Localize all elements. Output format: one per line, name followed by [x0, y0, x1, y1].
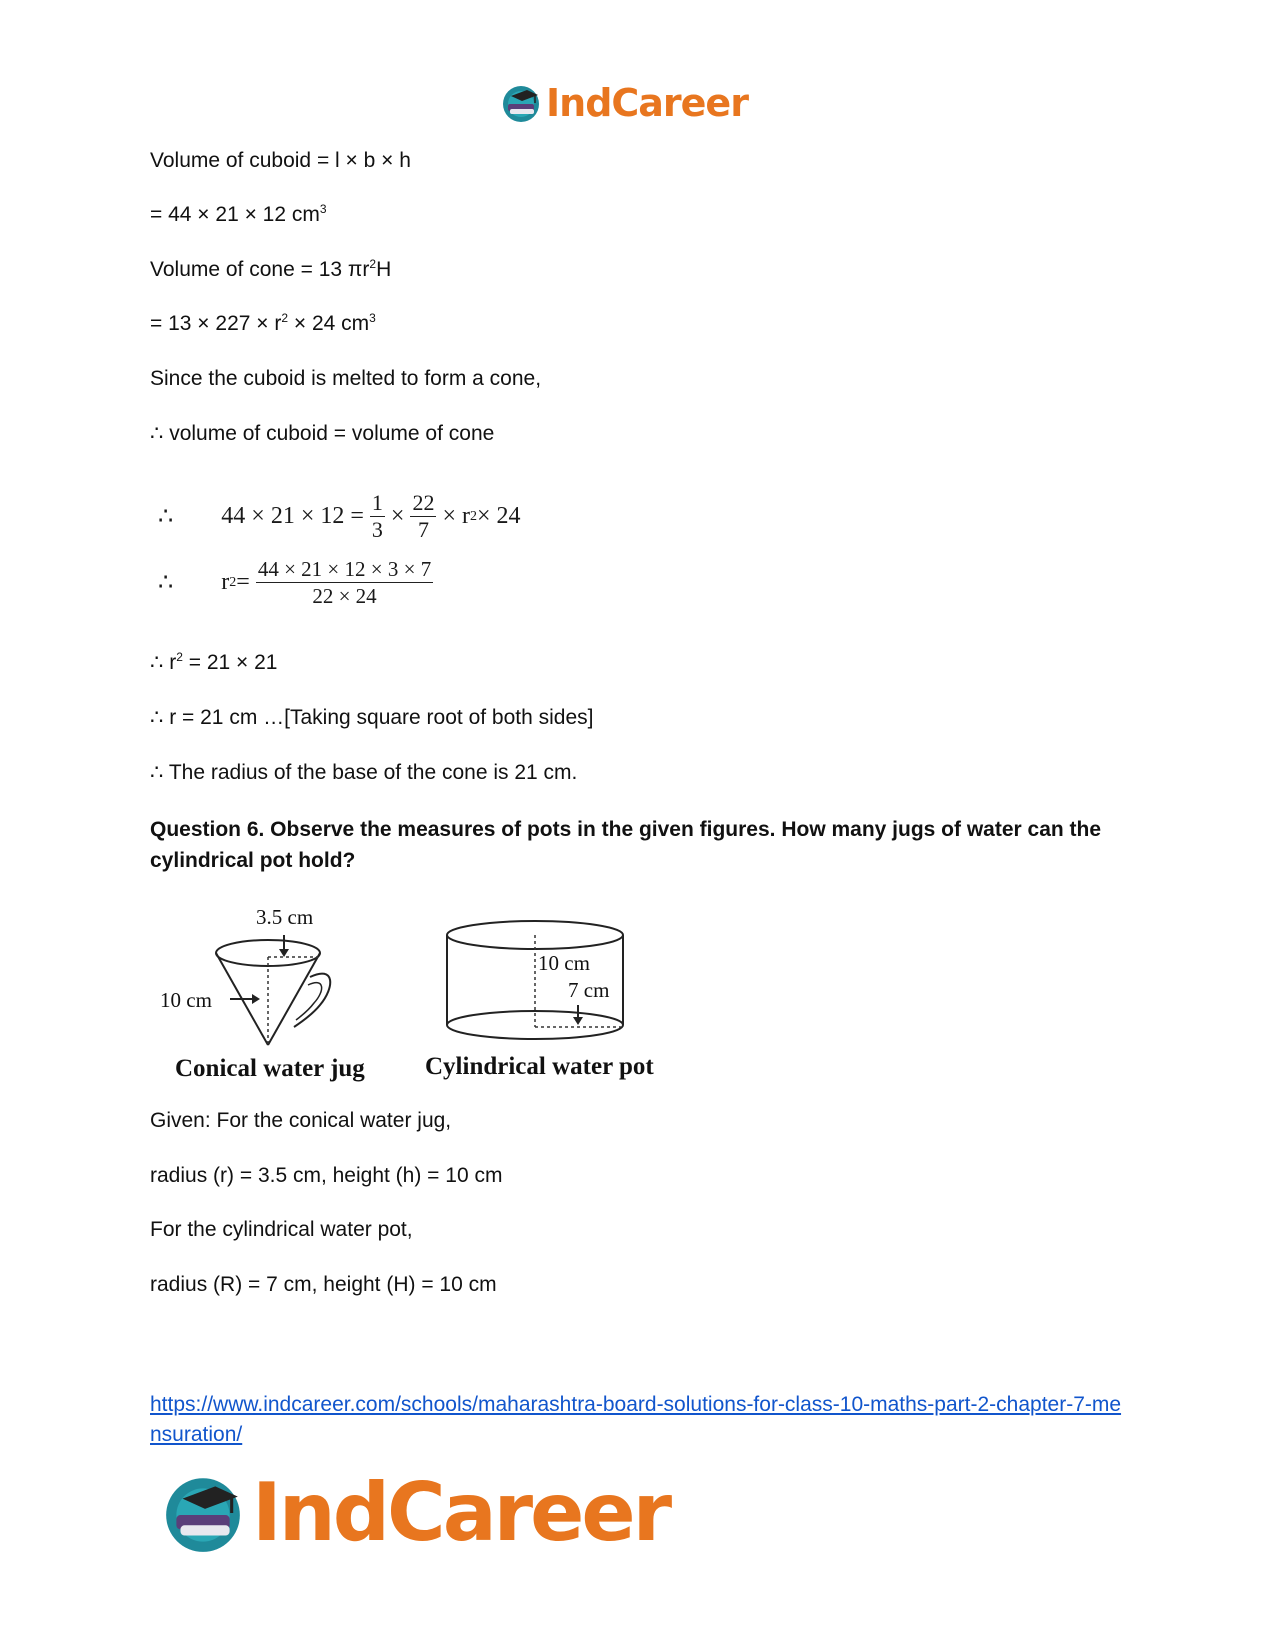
- fraction-22-over-7: $\frac{22}{7}$: [412, 490, 435, 542]
- text-line: Volume of cuboid = l × b × h: [150, 149, 411, 172]
- pot-height-label: 10 cm: [538, 951, 590, 975]
- text-line: ∴ $r^2 = 21 \times 21$: [150, 650, 278, 674]
- therefore-symbol: ∴: [158, 504, 174, 530]
- text-line: ∴ r = 21 cm …[Taking square root of both sides]: [150, 706, 594, 729]
- text-line: Volume of cone = 13 $\pi r^2H$: [150, 257, 392, 281]
- jug-caption: Conical water jug: [175, 1055, 365, 1082]
- source-link[interactable]: https://www.indcareer.com/schools/maharashtra-board-solutions-for-class-10-maths-part-2-chapter-7-mensuration/: [150, 1393, 1122, 1446]
- header-logo: [500, 78, 748, 128]
- graduation-globe-icon: [500, 82, 542, 124]
- graduation-globe-icon: [160, 1470, 246, 1556]
- jug-radius-label: 3.5 cm: [256, 905, 314, 929]
- text-line: radius (R) = 7 cm, height (H) = 10 cm: [150, 1273, 497, 1296]
- text-line: radius (r) = 3.5 cm, height (h) = 10 cm: [150, 1164, 503, 1187]
- pot-caption: Cylindrical water pot: [425, 1053, 654, 1080]
- therefore-symbol: ∴: [158, 570, 174, 596]
- equation-block: [150, 478, 670, 628]
- text-line: ∴ volume of cuboid = volume of cone: [150, 422, 495, 445]
- footer-logo: [160, 1465, 669, 1560]
- text-line: Since the cuboid is melted to form a cone,: [150, 367, 542, 390]
- equation-row-1: ∴ 44 × 21 × 12 = $\frac{1}{3}$ × $\frac{22}{7}$ × r 2 × 24: [158, 490, 521, 542]
- question-heading: Question 6. Observe the measures of pots in the given figures. How many jugs of water can the cylindrical pot hold?: [150, 818, 1102, 872]
- pot-radius-label: 7 cm: [568, 978, 610, 1002]
- fraction-one-third: $\frac{1}{3}$: [371, 490, 383, 542]
- text-line: = $13 \times 227 \times r^2 \times 24$ $cm^3$: [150, 311, 376, 335]
- text-line: For the cylindrical water pot,: [150, 1218, 413, 1241]
- text-line: = 44 × 21 × 12 $cm^3$: [150, 202, 327, 226]
- text-line: ∴ The radius of the base of the cone is 21 cm.: [150, 761, 578, 784]
- jug-height-label: 10 cm: [160, 988, 212, 1012]
- pots-figure: [150, 905, 690, 1095]
- fraction-r-squared: $\frac{44 \times 21 \times 12 \times 3 \times 7}{22 \times 24}$: [257, 557, 432, 608]
- text-line: Given: For the conical water jug,: [150, 1109, 452, 1132]
- header-logo-text: IndCareer: [546, 81, 748, 125]
- footer-logo-text: IndCareer: [252, 1466, 670, 1559]
- equation-row-2: ∴ r 2 = $\frac{44 \times 21 \times 12 \times 3 \times 7}{22 \times 24}$: [158, 557, 432, 608]
